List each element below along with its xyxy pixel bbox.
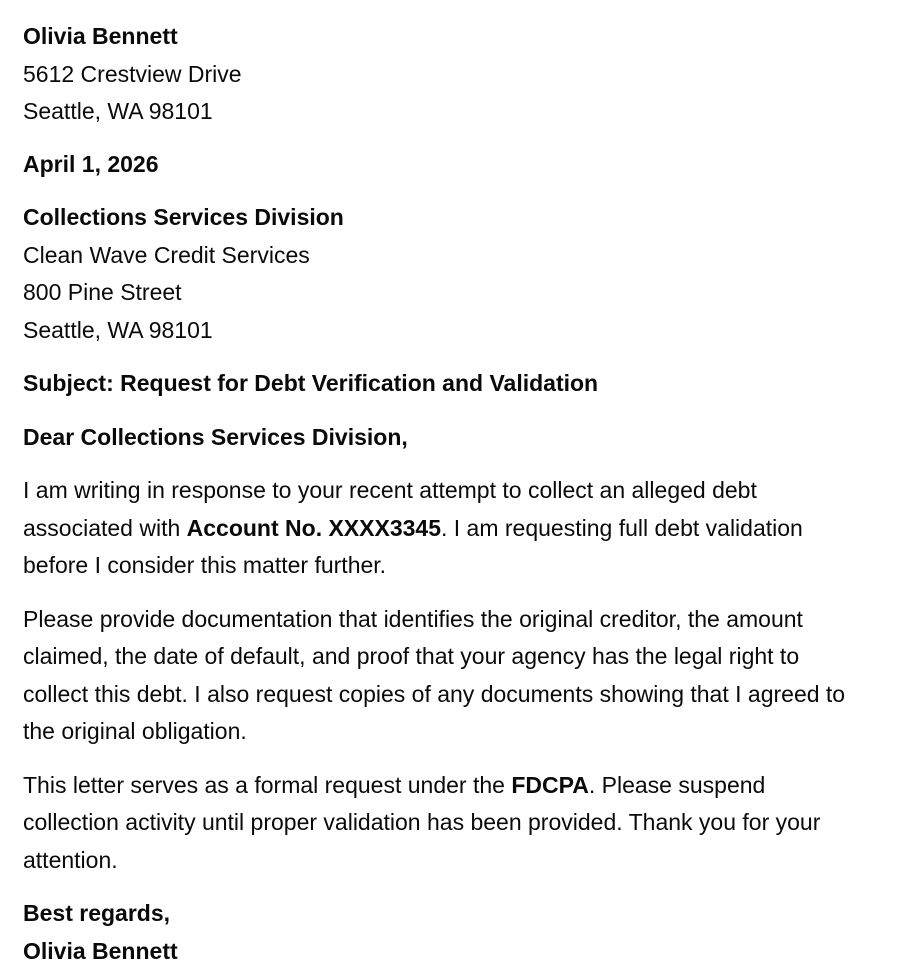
- paragraph-1-text-before: I am writing in response to your recent attempt to collect an alleged debt associated with: [23, 477, 757, 541]
- subject-line: Subject: Request for Debt Verification and Validation: [23, 370, 599, 396]
- sender-address-block: [23, 18, 864, 131]
- sender-name: Olivia Bennett: [23, 23, 178, 49]
- closing-block: [23, 895, 864, 970]
- fdcpa-emphasis: FDCPA: [511, 771, 589, 798]
- recipient-department: Collections Services Division: [23, 204, 344, 230]
- recipient-street: 800 Pine Street: [23, 279, 182, 305]
- account-number-emphasis: Account No. XXXX3345: [186, 514, 441, 541]
- date-block: [23, 146, 864, 184]
- paragraph-3-text-after: . Please suspend collection activity until proper validation has been provided. Thank you for your attention.: [23, 771, 821, 873]
- signature-name: Olivia Bennett: [23, 937, 178, 964]
- valediction: Best regards,: [23, 900, 171, 926]
- sender-city-state-zip: Seattle, WA 98101: [23, 98, 213, 124]
- recipient-company: Clean Wave Credit Services: [23, 241, 310, 268]
- subject-block: [23, 365, 864, 403]
- recipient-address-block: [23, 199, 864, 349]
- paragraph-1-text-after: . I am requesting full debt validation before I consider this matter further.: [23, 514, 803, 578]
- salutation: Dear Collections Services Division,: [23, 423, 408, 450]
- sender-street: 5612 Crestview Drive: [23, 60, 242, 87]
- body-paragraph-1: [23, 472, 864, 585]
- body-paragraph-3: [23, 767, 864, 880]
- salutation-block: [23, 419, 864, 457]
- paragraph-3-text-before: This letter serves as a formal request under the: [23, 771, 512, 798]
- letter-date: April 1, 2026: [23, 150, 159, 177]
- body-paragraph-2: Please provide documentation that identifies the original creditor, the amount claimed, the date of default, and proof that your agency has the legal right to collect this debt. I also request copies of any documents showing that I agreed to the original obligation.: [23, 605, 846, 744]
- recipient-city-state-zip: Seattle, WA 98101: [23, 316, 213, 343]
